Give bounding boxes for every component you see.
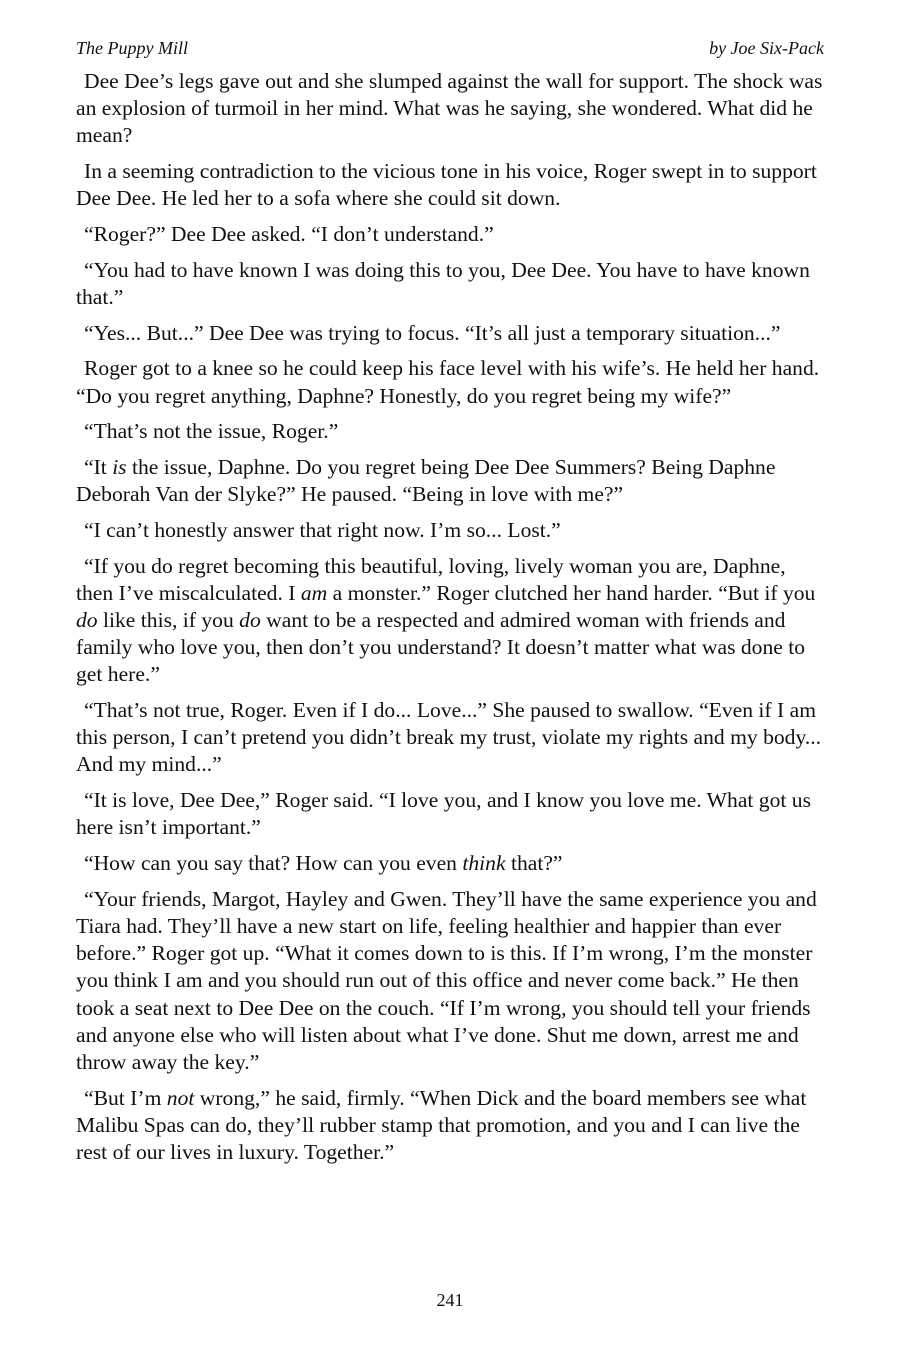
text-run: “Your friends, Margot, Hayley and Gwen. They’ll have the same experience you and Tiara had. They’ll have a new start on life, feeling healthier and happier than ever before.” Roger got up. “What it comes down to is this. If I’m wrong, I’m the monster you think I am and you should run out of this office and never come back.” He then took a seat next to Dee Dee on the couch. “If I’m wrong, you should tell your friends and anyone else who will listen about what I’ve done. Shut me down, arrest me and throw away the key.” (76, 886, 817, 1074)
paragraph (76, 1085, 826, 1167)
paragraph (76, 886, 826, 1076)
text-run: “It (84, 454, 113, 479)
paragraph (76, 257, 826, 311)
paragraph (76, 68, 826, 150)
text-run: “You had to have known I was doing this to you, Dee Dee. You have to have known that.” (76, 257, 810, 309)
text-run: “That’s not the issue, Roger.” (84, 419, 339, 444)
running-header (76, 36, 824, 60)
text-run: the issue, Daphne. Do you regret being Dee Dee Summers? Being Daphne Deborah Van der Slyke?” He paused. “Being in love with me?” (76, 454, 776, 507)
paragraph (76, 517, 826, 544)
italic-text: is (112, 454, 127, 479)
text-run: a monster.” Roger clutched her hand harder. “But if you (327, 580, 816, 605)
paragraph (76, 553, 826, 689)
paragraph (76, 221, 826, 248)
paragraph (76, 320, 826, 347)
text-run: that?” (505, 851, 563, 876)
text-run: “Roger?” Dee Dee asked. “I don’t understand.” (84, 222, 494, 247)
text-run: Dee Dee’s legs gave out and she slumped against the wall for support. The shock was an explosion of turmoil in her mind. What was he saying, she wondered. What did he mean? (76, 69, 823, 148)
text-run: like this, if you (97, 607, 240, 632)
book-title: The Puppy Mill (76, 38, 188, 58)
text-run: In a seeming contradiction to the vicious tone in his voice, Roger swept in to support Dee Dee. He led her to a sofa where she could sit down. (76, 159, 817, 211)
text-run: wrong,” he said, firmly. “When Dick and the board members see what Malibu Spas can do, they’ll rubber stamp that promotion, and you and I can live the rest of our lives in luxury. Together.” (76, 1085, 807, 1165)
body-text (76, 68, 826, 1175)
italic-text: am (300, 580, 328, 605)
text-run: “But I’m (84, 1085, 167, 1110)
paragraph (76, 418, 826, 445)
text-run: “Yes... But...” Dee Dee was trying to focus. “It’s all just a temporary situation...” (84, 320, 781, 345)
italic-text: do (239, 607, 261, 632)
paragraph (76, 454, 826, 508)
paragraph (76, 787, 826, 841)
paragraph (76, 697, 826, 779)
page-number: 241 (436, 1290, 464, 1310)
text-run: “That’s not true, Roger. Even if I do... Love...” She paused to swallow. “Even if I am this person, I can’t pretend you didn’t break my trust, violate my rights and my body... And my mind...” (76, 698, 822, 777)
italic-text: not (166, 1085, 195, 1110)
paragraph (76, 355, 826, 409)
text-run: want to be a respected and admired woman with friends and family who love you, then don’t you understand? It doesn’t matter what was done to get here.” (76, 607, 806, 687)
italic-text: do (76, 607, 98, 632)
text-run: “It is love, Dee Dee,” Roger said. “I love you, and I know you love me. What got us here isn’t important.” (76, 788, 811, 840)
text-run: Roger got to a knee so he could keep his face level with his wife’s. He held her hand. “Do you regret anything, Daphne? Honestly, do you regret being my wife?” (76, 356, 820, 408)
text-run: “I can’t honestly answer that right now. I’m so... Lost.” (84, 517, 561, 542)
italic-text: think (462, 851, 506, 876)
book-author: by Joe Six-Pack (709, 38, 824, 58)
paragraph (76, 850, 826, 877)
paragraph (76, 158, 826, 212)
text-run: “If you do regret becoming this beautiful, loving, lively woman you are, Daphne, then I’ve miscalculated. I (76, 553, 786, 605)
text-run: “How can you say that? How can you even (84, 851, 463, 876)
